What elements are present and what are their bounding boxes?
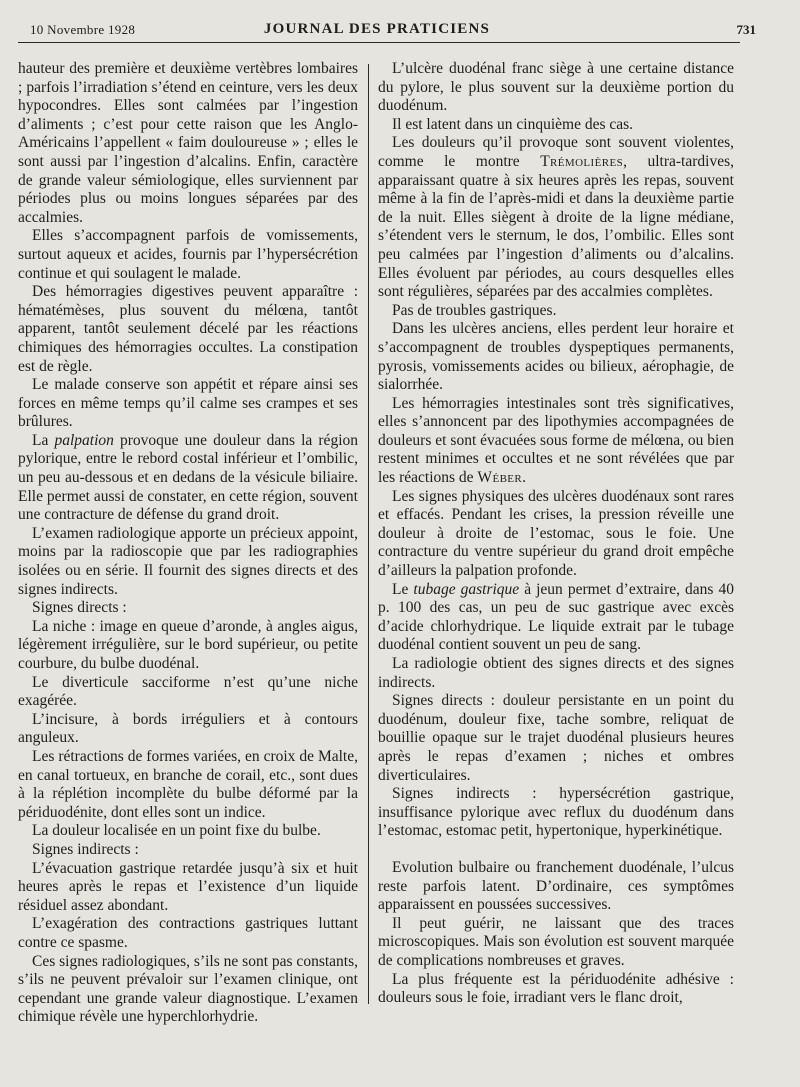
paragraph: Des hémorragies digestives peuvent apparaître : hématémèses, plus souvent du mélœna, tantôt apparent, tantôt seulement décelé par les réactions chimiques des hémorragies occultes. La constipation est de règle. xyxy=(18,283,358,375)
right-column xyxy=(378,60,734,1008)
paragraph: Les signes physiques des ulcères duodénaux sont rares et effacés. Pendant les crises, la pression réveille une douleur à droite de l’estomac, sous le foie. Une contracture du ventre supérieur du grand droit empêche d’ailleurs la palpation profonde. xyxy=(378,487,734,580)
paragraph: Le tubage gastrique à jeun permet d’extraire, dans 40 p. 100 des cas, un peu de suc gastrique avec excès d’acide chlorhydrique. Le liquide extrait par le tubage duodénal contient souvent un peu de sang. xyxy=(378,580,734,654)
subheading-signes-indirects: Signes indirects : xyxy=(32,840,139,858)
left-column xyxy=(18,60,358,1027)
paragraph: Le malade conserve son appétit et répare ainsi ses forces en même temps qu’il calme ses crampes et ses brûlures. xyxy=(18,376,358,431)
section-gap xyxy=(378,841,734,859)
paragraph: L’exagération des contractions gastriques luttant contre ce spasme. xyxy=(18,915,358,951)
paragraph: L’incisure, à bords irréguliers et à contours anguleux. xyxy=(18,710,358,747)
paragraph: L’examen radiologique apporte un précieux appoint, moins par la radioscopie que par les radiographies isolées ou en série. Il fournit des signes directs et des signes indirects. xyxy=(18,524,358,598)
paragraph: Signes directs : douleur persistante en un point du duodénum, douleur fixe, tache sombre, reliquat de bouillie opaque sur le trajet duodénal plusieurs heures après le repas d’examen ; niches et ombres diverticulaires. xyxy=(378,692,734,784)
page-number: 731 xyxy=(736,22,756,37)
paragraph: La niche : image en queue d’aronde, à angles aigus, légèrement irrégulière, sur le bord supérieur, ou petite courbure, du bulbe duodénal. xyxy=(18,617,358,672)
paragraph: Elles s’accompagnent parfois de vomissements, surtout aqueux et acides, fournis par l’hypersécrétion continue et qui soulagent le malade. xyxy=(18,227,358,282)
paragraph: Dans les ulcères anciens, elles perdent leur horaire et s’accompagnent de troubles dyspeptiques permanents, pyrosis, vomissements acides ou bilieux, aérophagie, de sialorrhée. xyxy=(378,320,734,394)
paragraph: L’ulcère duodénal franc siège à une certaine distance du pylore, le plus souvent sur la deuxième portion du duodénum. xyxy=(378,60,734,115)
paragraph: La radiologie obtient des signes directs et des signes indirects. xyxy=(378,655,734,691)
paragraph: Les hémorragies intestinales sont très significatives, elles s’annoncent par des lipothymies accompagnées de douleurs et sont évacuées sous forme de mélœna, ou bien restent minimes et occultes et ne sont révélées que par les réactions de Wéber. xyxy=(378,394,734,487)
emphasis-tubage: tubage gastrique xyxy=(413,580,520,598)
paragraph: Les douleurs qu’il provoque sont souvent violentes, comme le montre Trémolières, ultra-tardives, apparaissant quatre à six heures après les repas, souvent même à la fin de l’après-midi et dans la deuxième partie de la nuit. Elles siègent à droite de la ligne médiane, s’étendent vers le sternum, le dos, l’ombilic. Elles sont peu calmées par l’ingestion d’aliments ou d’alcalins. Elles évoluent par périodes, au cours desquelles elles sont régulières, séparées par des accalmies complètes. xyxy=(378,134,734,301)
paragraph: Les rétractions de formes variées, en croix de Malte, en canal tortueux, en branche de corail, etc., sont dues à la réplétion incomplète du bulbe déformé par la périduodénite, dont elles sont un indice. xyxy=(18,747,358,821)
paragraph: hauteur des première et deuxième vertèbres lombaires ; parfois l’irradiation s’étend en ceinture, vers les deux hypocondres. Elles sont calmées par l’ingestion d’aliments ; c’est pour cette raison que les Anglo-Américains l’appellent « faim douloureuse » ; elles le sont aussi par l’ingestion d’alcalins. Enfin, caractère de grande valeur sémiologique, elles surviennent par périodes plus ou moins longues séparées par des accalmies. xyxy=(18,60,358,226)
paragraph: La douleur localisée en un point fixe du bulbe. xyxy=(32,822,321,840)
paragraph: Il est latent dans un cinquième des cas. xyxy=(392,115,634,133)
emphasis-palpation: palpation xyxy=(54,431,114,449)
paragraph: La plus fréquente est la périduodénite adhésive : douleurs sous le foie, irradiant vers le flanc droit, xyxy=(378,970,734,1007)
paragraph: La palpation provoque une douleur dans la région pylorique, entre le rebord costal inférieur et l’ombilic, un peu au-dessous et en dedans de la vésicule biliaire. Elle permet aussi de constater, en cette région, souvent une contracture de défense du grand droit. xyxy=(18,431,358,524)
author-name: Wéber xyxy=(477,469,523,487)
subheading-signes-directs: Signes directs : xyxy=(32,599,127,617)
paragraph: Ces signes radiologiques, s’ils ne sont pas constants, s’ils ne peuvent prévaloir sur l’examen clinique, ont cependant une grande valeur diagnostique. L’examen chimique révèle une hyperchlorhydrie. xyxy=(18,952,358,1026)
paragraph: Le diverticule sacciforme n’est qu’une niche exagérée. xyxy=(18,673,358,710)
header-date: 10 Novembre 1928 xyxy=(30,22,136,37)
paragraph: Signes indirects : hypersécrétion gastrique, insuffisance pylorique avec reflux du duodénum dans l’estomac, estomac petit, hypertonique, hyperkinétique. xyxy=(378,785,734,840)
paragraph: Il peut guérir, ne laissant que des traces microscopiques. Mais son évolution est souvent marquée de complications nombreuses et graves. xyxy=(378,914,734,969)
author-name: Trémolières xyxy=(540,152,624,170)
header-rule xyxy=(18,42,740,43)
journal-title: JOURNAL DES PRATICIENS xyxy=(263,21,491,37)
paragraph: L’évacuation gastrique retardée jusqu’à six et huit heures après le repas et l’existence d’un liquide résiduel assez abondant. xyxy=(18,859,358,914)
page-header xyxy=(18,21,756,42)
column-divider xyxy=(368,64,369,1004)
paragraph: Pas de troubles gastriques. xyxy=(392,301,557,319)
paragraph: Evolution bulbaire ou franchement duodénale, l’ulcus reste parfois latent. D’ordinaire, ces symptômes apparaissent en poussées successives. xyxy=(378,858,734,914)
